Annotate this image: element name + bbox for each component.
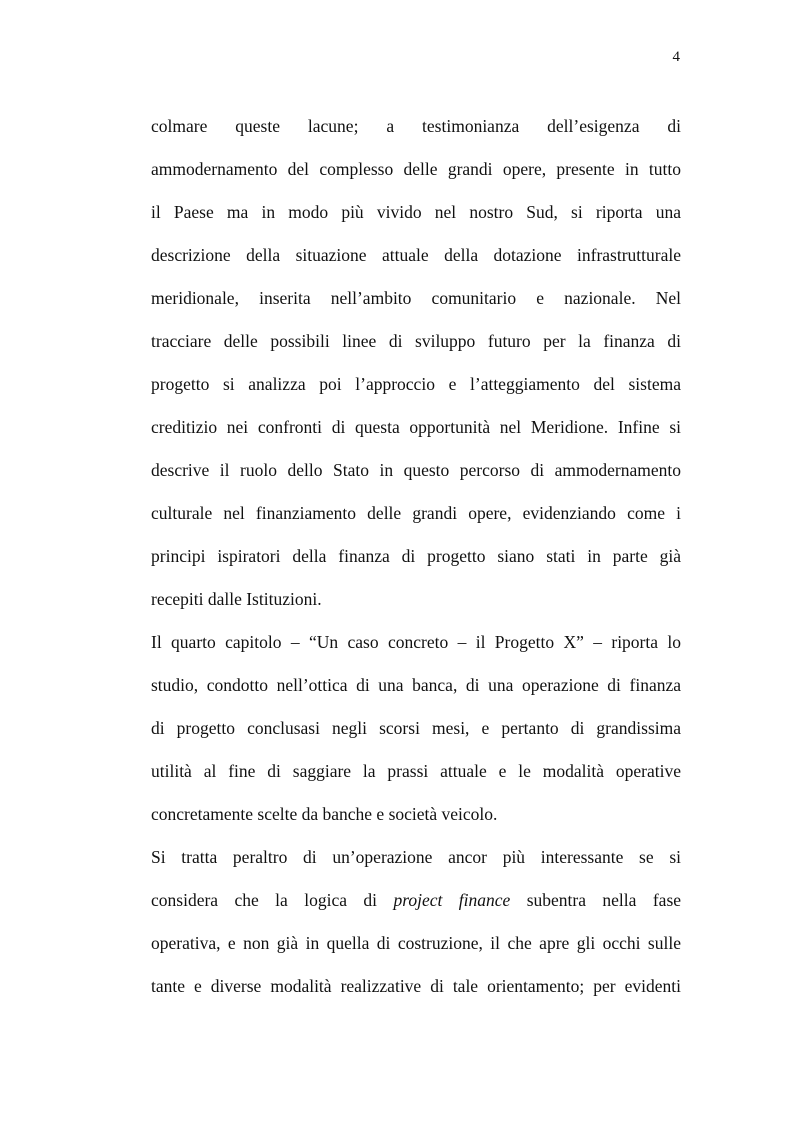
text-line: descrizione della situazione attuale della dotazione infrastrutturale	[151, 245, 681, 265]
text-line: colmare queste lacune; a testimonianza dell’esigenza di	[151, 116, 681, 136]
text-line: il Paese ma in modo più vivido nel nostro Sud, si riporta una	[151, 202, 681, 222]
text-line: operativa, e non già in quella di costruzione, il che apre gli occhi sulle	[151, 933, 681, 953]
text-segment: subentra nella fase	[526, 890, 682, 910]
text-line: progetto si analizza poi l’approccio e l’atteggiamento del sistema	[151, 374, 681, 394]
paragraph	[151, 112, 681, 628]
text-line: utilità al fine di saggiare la prassi attuale e le modalità operative	[151, 761, 681, 781]
text-line: Si tratta peraltro di un’operazione ancor più interessante se si	[151, 847, 681, 867]
page-number: 4	[672, 49, 680, 65]
text-line: recepiti dalle Istituzioni.	[151, 589, 322, 609]
paragraph	[151, 843, 681, 1015]
text-segment: considera che la logica di	[151, 890, 378, 910]
text-line: descrive il ruolo dello Stato in questo percorso di ammodernamento	[151, 460, 681, 480]
text-line: ammodernamento del complesso delle grandi opere, presente in tutto	[151, 159, 681, 179]
text-line: culturale nel finanziamento delle grandi opere, evidenziando come i	[151, 503, 681, 523]
italic-term: project finance	[393, 890, 511, 910]
text-line: concretamente scelte da banche e società veicolo.	[151, 804, 498, 824]
text-line: studio, condotto nell’ottica di una banca, di una operazione di finanza	[151, 675, 681, 695]
text-line: tracciare delle possibili linee di sviluppo futuro per la finanza di	[151, 331, 681, 351]
text-line-with-italic	[151, 886, 681, 929]
text-line: tante e diverse modalità realizzative di tale orientamento; per evidenti	[151, 976, 681, 996]
paragraph	[151, 628, 681, 843]
text-line: di progetto conclusasi negli scorsi mesi, e pertanto di grandissima	[151, 718, 681, 738]
body-text	[151, 112, 681, 1015]
text-line: creditizio nei confronti di questa opportunità nel Meridione. Infine si	[151, 417, 681, 437]
text-line: Il quarto capitolo – “Un caso concreto – il Progetto X” – riporta lo	[151, 632, 681, 652]
text-line: meridionale, inserita nell’ambito comunitario e nazionale. Nel	[151, 288, 681, 308]
text-line: principi ispiratori della finanza di progetto siano stati in parte già	[151, 546, 681, 566]
